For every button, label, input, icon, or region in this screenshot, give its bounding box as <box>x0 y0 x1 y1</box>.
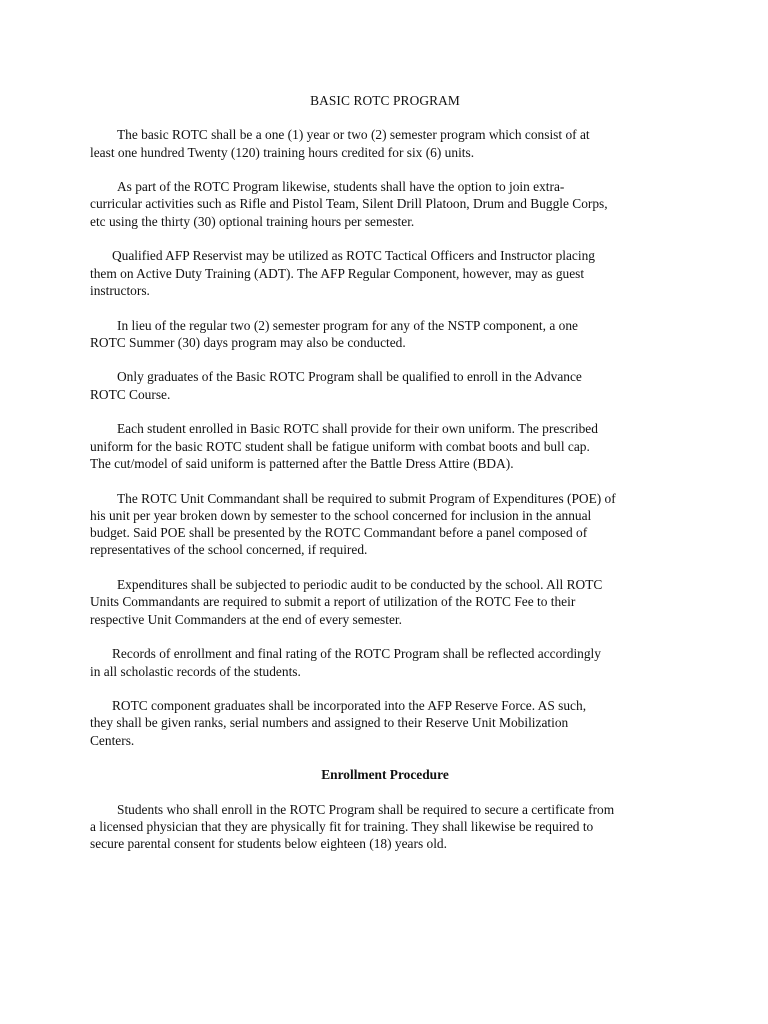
document-title: BASIC ROTC PROGRAM <box>310 93 460 108</box>
paragraph-enrollment-requirements: Students who shall enroll in the ROTC Program shall be required to secure a certificate from a licensed physician that they are physically fit for training. They shall likewise be required to secure parental consent for students below eighteen (18) years old. <box>90 801 615 852</box>
paragraph-reservist-instructors: Qualified AFP Reservist may be utilized as ROTC Tactical Officers and Instructor placing them on Active Duty Training (ADT). The AFP Regular Component, however, may as guest instructors. <box>90 248 595 298</box>
paragraph-summer-program: In lieu of the regular two (2) semester program for any of the NSTP component, a one ROTC Summer (30) days program may also be conducted. <box>90 317 578 350</box>
document-page <box>90 92 680 870</box>
paragraph-reserve-force: ROTC component graduates shall be incorporated into the AFP Reserve Force. AS such, they shall be given ranks, serial numbers and assigned to their Reserve Unit Mobilization Centers. <box>90 698 587 748</box>
paragraph-program-duration: The basic ROTC shall be a one (1) year or two (2) semester program which consist of at least one hundred Twenty (120) training hours credited for six (6) units. <box>90 127 590 160</box>
paragraph-uniform: Each student enrolled in Basic ROTC shall provide for their own uniform. The prescribed uniform for the basic ROTC student shall be fatigue uniform with combat boots and bull cap. The cut/model of said uniform is patterned after the Battle Dress Attire (BDA). <box>90 421 598 471</box>
section-heading-enrollment: Enrollment Procedure <box>321 767 449 783</box>
paragraph-audit: Expenditures shall be subjected to periodic audit to be conducted by the school. All ROTC Units Commandants are required to submit a report of utilization of the ROTC Fee to their respective Unit Commanders at the end of every semester. <box>90 577 603 627</box>
paragraph-expenditures-program: The ROTC Unit Commandant shall be required to submit Program of Expenditures (POE) of his unit per year broken down by semester to the school concerned for inclusion in the annual budget. Said POE shall be presented by the ROTC Commandant before a panel composed of representatives of the school concerned, if required. <box>90 490 616 558</box>
paragraph-advance-course: Only graduates of the Basic ROTC Program shall be qualified to enroll in the Advance ROTC Course. <box>90 369 582 402</box>
paragraph-extracurricular: As part of the ROTC Program likewise, students shall have the option to join extra- curricular activities such as Rifle and Pistol Team, Silent Drill Platoon, Drum and Buggle Corps, etc using the thirty (30) optional training hours per semester. <box>90 179 608 229</box>
paragraph-records: Records of enrollment and final rating of the ROTC Program shall be reflected accordingly in all scholastic records of the students. <box>90 646 601 679</box>
